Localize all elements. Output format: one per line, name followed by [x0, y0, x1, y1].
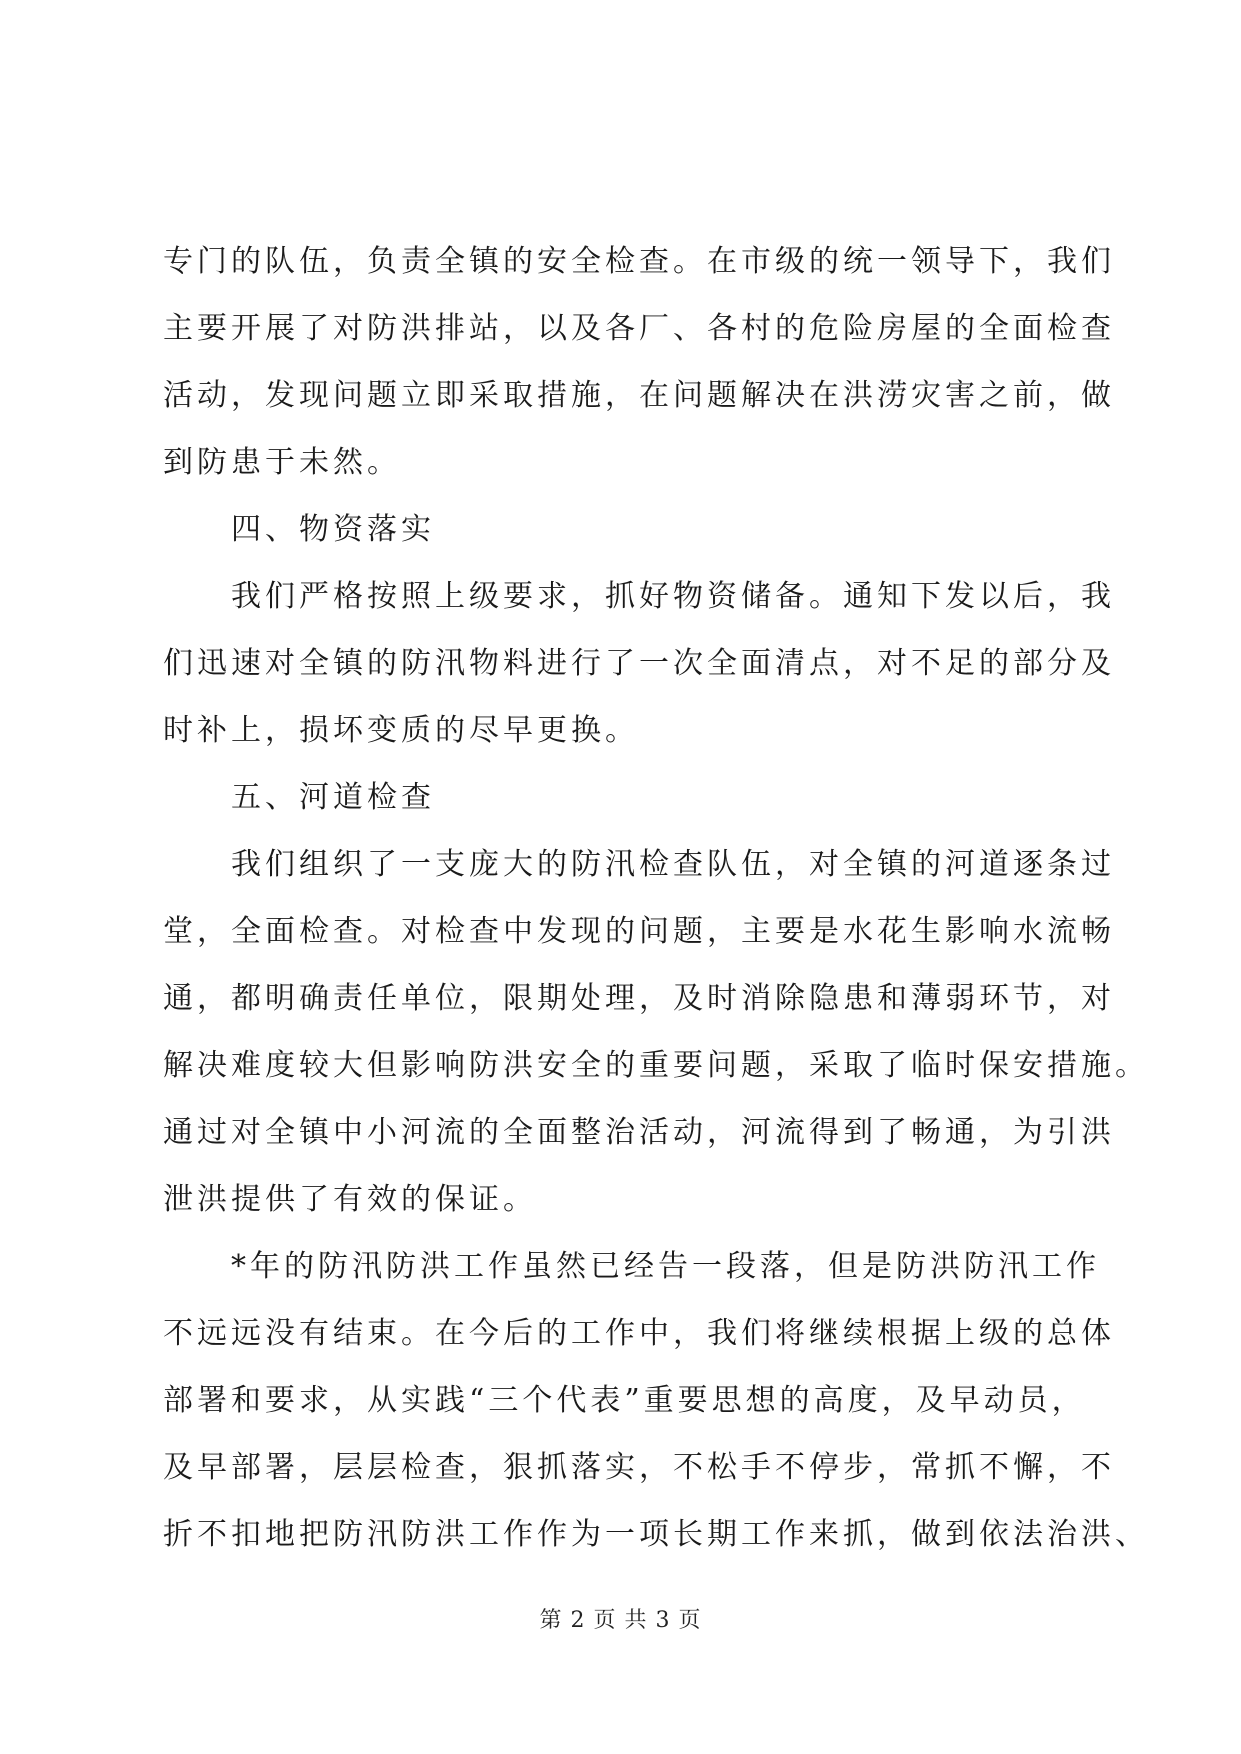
text-line: 通，都明确责任单位，限期处理，及时消除隐患和薄弱环节，对: [163, 981, 1115, 1016]
text-line: 主要开展了对防洪排站，以及各厂、各村的危险房屋的全面检查: [163, 311, 1115, 346]
text-line: 通过对全镇中小河流的全面整治活动，河流得到了畅通，为引洪: [163, 1115, 1115, 1150]
document-body: [163, 228, 1149, 1568]
text-line: 活动，发现问题立即采取措施，在问题解决在洪涝灾害之前，做: [163, 378, 1115, 413]
text-line: 们迅速对全镇的防汛物料进行了一次全面清点，对不足的部分及: [163, 646, 1115, 681]
page-number-footer: 第 2 页 共 3 页: [539, 1608, 702, 1633]
text-line: 我们组织了一支庞大的防汛检查队伍，对全镇的河道逐条过: [163, 847, 1115, 882]
text-line: 时补上，损坏变质的尽早更换。: [163, 713, 639, 748]
section-heading: 四、物资落实: [163, 512, 435, 547]
text-line: 我们严格按照上级要求，抓好物资储备。通知下发以后，我: [163, 579, 1115, 614]
text-line: 不远远没有结束。在今后的工作中，我们将继续根据上级的总体: [163, 1316, 1115, 1351]
text-line: 折不扣地把防汛防洪工作作为一项长期工作来抓，做到依法治洪、: [163, 1517, 1149, 1552]
text-line: 到防患于未然。: [163, 445, 401, 480]
text-line: 解决难度较大但影响防洪安全的重要问题，采取了临时保安措施。: [163, 1048, 1149, 1083]
text-line: 专门的队伍，负责全镇的安全检查。在市级的统一领导下，我们: [163, 244, 1115, 279]
text-line: 及早部署，层层检查，狠抓落实，不松手不停步，常抓不懈，不: [163, 1450, 1115, 1485]
text-line: *年的防汛防洪工作虽然已经告一段落，但是防洪防汛工作: [163, 1249, 1100, 1284]
text-line: 泄洪提供了有效的保证。: [163, 1182, 537, 1217]
text-line: 部署和要求，从实践“三个代表”重要思想的高度，及早动员，: [163, 1383, 1086, 1418]
section-heading: 五、河道检查: [163, 780, 435, 815]
text-line: 堂，全面检查。对检查中发现的问题，主要是水花生影响水流畅: [163, 914, 1115, 949]
